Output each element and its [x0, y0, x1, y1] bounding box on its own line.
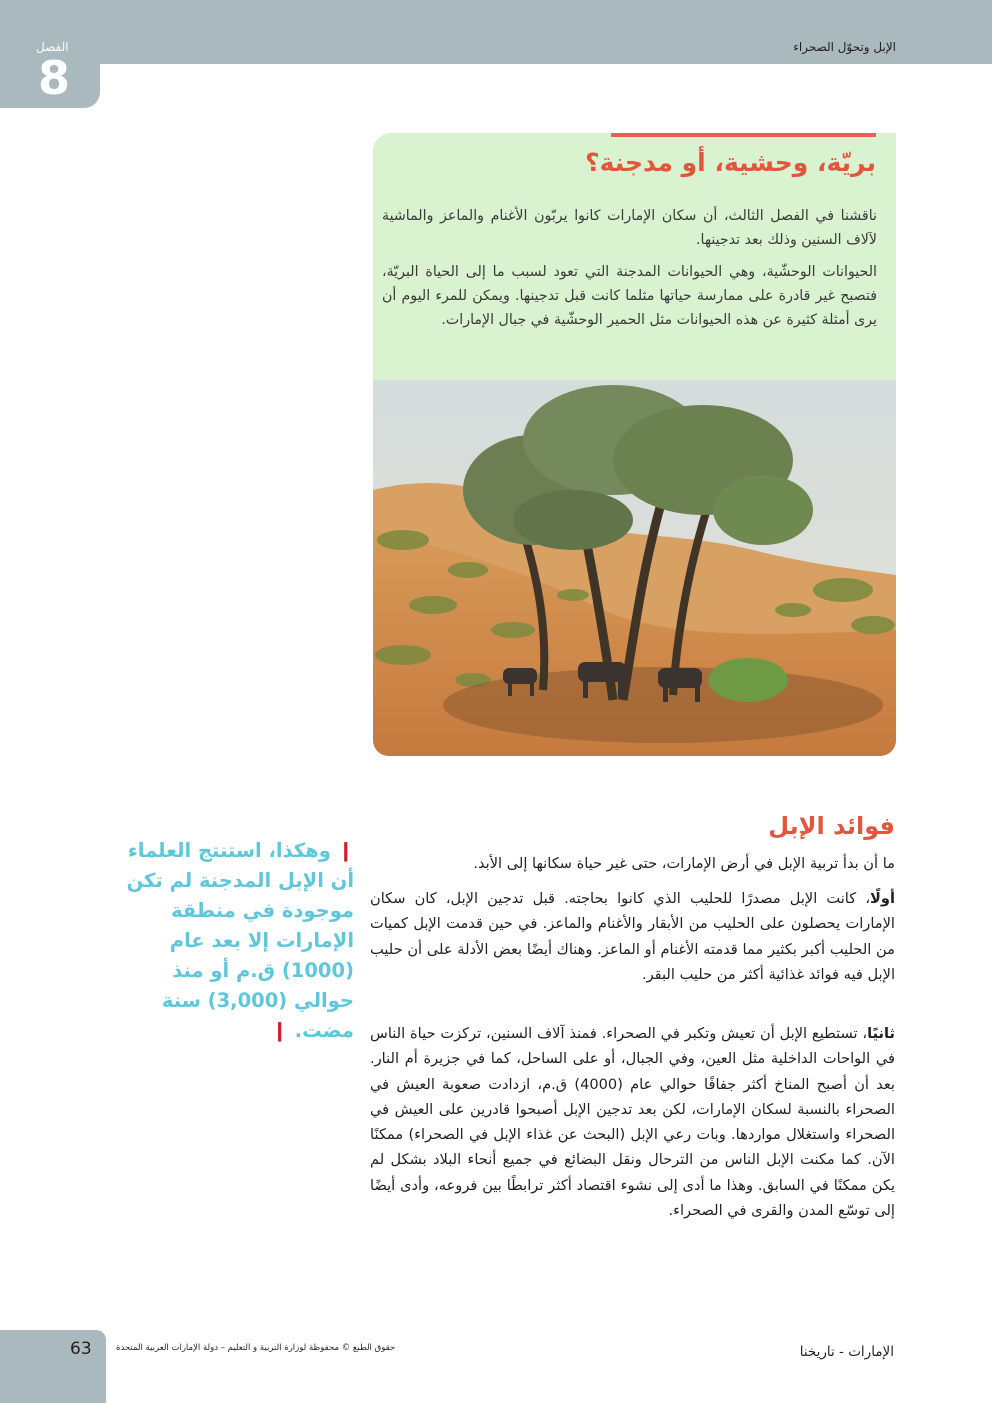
copyright-notice: حقوق الطبع © محفوظة لوزارة التربية و التعليم – دولة الإمارات العربية المتحدة: [116, 1343, 396, 1353]
section-intro: ما أن بدأ تربية الإبل في أرض الإمارات، حتى غير حياة سكانها إلى الأبد.: [473, 855, 895, 872]
second-lead-word: ثانيًا: [867, 1025, 895, 1042]
card-paragraph: ناقشنا في الفصل الثالث، أن سكان الإمارات كانوا يربّون الأغنام والماعز والماشية لآلاف السنين وذلك بعد تدجينها.: [382, 208, 877, 248]
sidenote-text: وهكذا، استنتج العلماء أن الإبل المدجنة لم تكن موجودة في منطقة الإمارات إلا بعد عام (1000) ق.م أو منذ حوالي (3,000) سنة مضت.: [126, 839, 354, 1042]
second-benefit-paragraph: [370, 1021, 895, 1223]
chapter-number: 8: [38, 51, 71, 105]
second-benefit-text: ، تستطيع الإبل أن تعيش وتكبر في الصحراء. فمنذ آلاف السنين، تركزت حياة الناس في الواحات الداخلية مثل العين، وفي الجبال، أو على الساحل، كما في جزيرة أم النار. بعد أن أصبح المناخ أكثر جفافًا حوالي عام (4000) ق.م، ازدادت صعوبة العيش في الصحراء بالنسبة لسكان الإمارات، لكن بعد تدجين الإبل أصبحوا قادرين على العيش في الصحراء واستغلال مواردها. وبات رعي الإبل (البحث عن غذاء الإبل في الصحراء) ممكنًا الآن. كما مكنت الإبل الناس من الترحال ونقل البضائع في جميع أنحاء البلاد بشكل لم يكن ممكنًا في السابق. وهذا ما أدى إلى نشوء اقتصاد أكثر ترابطًا بين فروعه، وأدى أيضًا إلى توسّع المدن والقرى في الصحراء.: [370, 1025, 895, 1220]
card-accent-line: [611, 133, 876, 137]
book-title: الإمارات - تاريخنا: [799, 1344, 894, 1360]
section-title: فوائد الإبل: [768, 812, 895, 840]
chapter-label: الفصل: [36, 40, 69, 54]
first-lead-word: أولًا: [870, 890, 895, 907]
sidenote-bar-end: ❙: [271, 1019, 295, 1042]
first-benefit-paragraph: [370, 886, 895, 987]
top-header-bar: [0, 0, 992, 64]
first-benefit-text: ، كانت الإبل مصدرًا للحليب الذي كانوا بحاجته. قبل تدجين الإبل، كان سكان الإمارات يحصلون على الحليب من الأبقار والأغنام والماعز. في حين قدمت الإبل كميات من الحليب أكبر بكثير مما قدمته الأغنام أو الماعز. وهناك أيضًا بعض الأدلة على أن حليب الإبل فيه فوائد غذائية أكثر من حليب البقر.: [370, 890, 895, 983]
desert-photo: [373, 380, 896, 756]
card-title: بريّة، وحشية، أو مدجنة؟: [585, 148, 876, 177]
green-bush: [708, 658, 788, 702]
page-number: 63: [70, 1339, 92, 1359]
running-title: الإبل وتحوّل الصحراء: [793, 40, 896, 54]
card-paragraph: الحيوانات الوحشّية، وهي الحيوانات المدجنة التي تعود لسبب ما إلى الحياة البريّة، فتصبح غير قادرة على ممارسة حياتها مثلما كانت قبل تدجينها. ويمكن للمرء اليوم أن يرى أمثلة كثيرة عن هذه الحيوانات مثل الحمير الوحشّية في جبال الإمارات.: [382, 264, 877, 328]
sidenote: [116, 836, 354, 1046]
sidenote-bar-start: ❙: [330, 839, 354, 862]
